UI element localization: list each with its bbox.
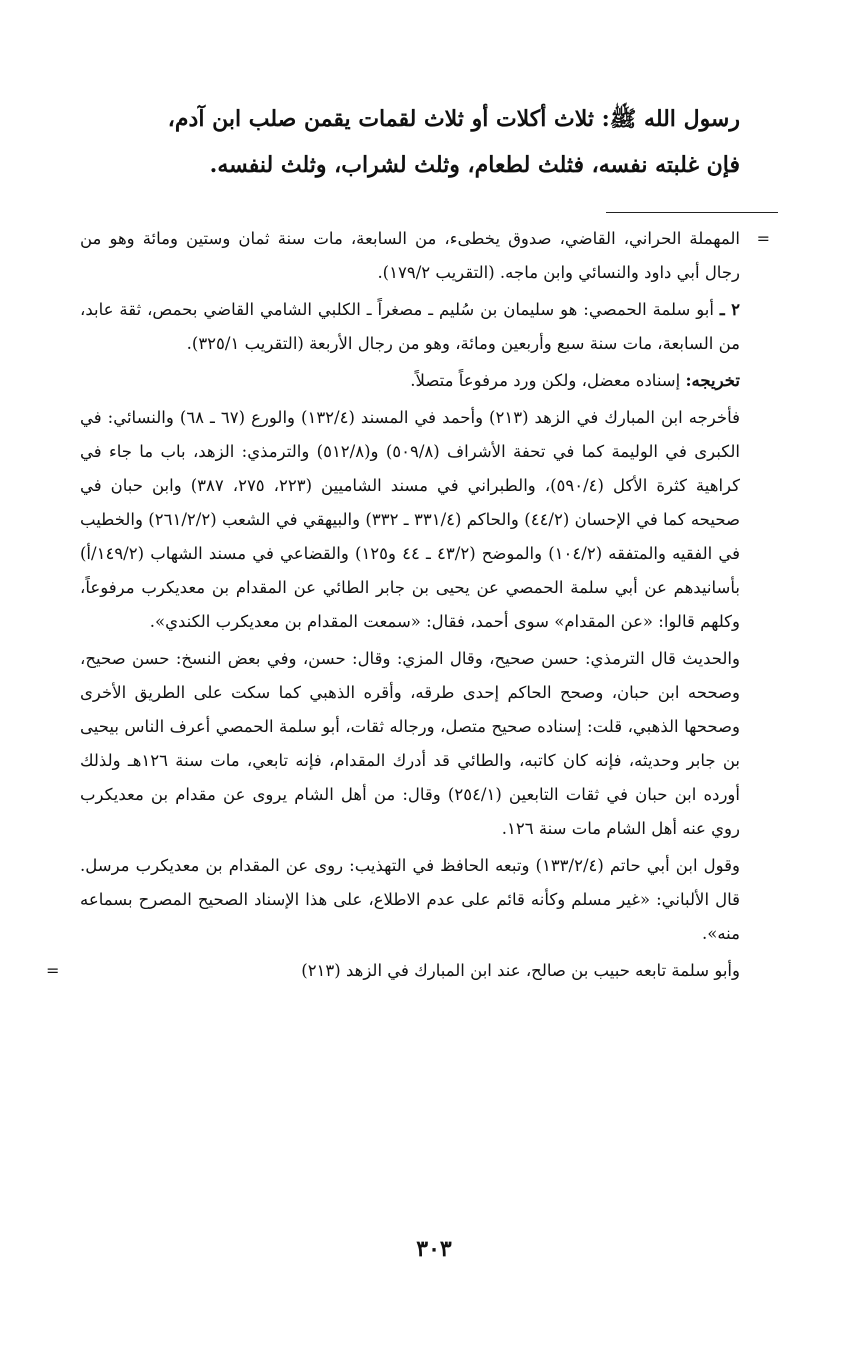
- takhrij-paragraph-4-text: وأبو سلمة تابعه حبيب بن صالح، عند ابن المبارك في الزهد (٢١٣): [301, 961, 740, 980]
- continuation-marker: =: [756, 229, 770, 248]
- continuation-marker-end: =: [46, 961, 60, 980]
- footnote-continuation: [80, 222, 770, 290]
- takhrij-line: [80, 364, 740, 398]
- takhrij-text: إسناده معضل، ولكن ورد مرفوعاً متصلاً.: [410, 371, 686, 390]
- footnote-continuation-text: المهملة الحراني، القاضي، صدوق يخطىء، من السابعة، مات سنة ثمان وستين ومائة وهو من رجال أبي داود والنسائي وابن ماجه. (التقريب ١٧٩/٢).: [80, 229, 740, 282]
- takhrij-paragraph-1: فأخرجه ابن المبارك في الزهد (٢١٣) وأحمد في المسند (١٣٢/٤) والورع (٦٧ ـ ٦٨) والنسائي: في الكبرى في الوليمة كما في تحفة الأشراف (٥٠٩/٨) و(٥١٢/٨) والترمذي: الزهد، باب ما جاء في كراهية كثرة الأكل (٥٩٠/٤)، والطبراني في مسند الشاميين (٢٢٣، ٢٧٥، ٣٨٧) وابن حبان في صحيحه كما في الإحسان (٤٤/٢) والحاكم (٣٣١/٤ ـ ٣٣٢) والبيهقي في الشعب (٢٦١/٢/٢) والخطيب في الفقيه والمتفقه (١٠٤/٢) والموضح (٤٣/٢ ـ ٤٤ و١٢٥) والقضاعي في مسند الشهاب (١٤٩/٢/أ) بأسانيدهم عن أبي سلمة الحمصي عن يحيى بن جابر الطائي عن المقدام بن معديكرب مرفوعاً، وكلهم قالوا: «عن المقدام» سوى أحمد، فقال: «سمعت المقدام بن معديكرب الكندي».: [80, 408, 741, 631]
- main-text: [118, 96, 740, 188]
- footnotes: [46, 222, 770, 991]
- takhrij-paragraph-4: [46, 954, 740, 988]
- takhrij-paragraph-3: وقول ابن أبي حاتم (١٣٣/٢/٤) وتبعه الحافظ في التهذيب: روى عن المقدام بن معديكرب مرسل. قال الألباني: «غير مسلم وكأنه قائم على عدم الاطلاع، على هذا الإسناد الصحيح المصرح بسماعه منه».: [80, 856, 740, 943]
- footnote-number: ٢ ـ: [719, 300, 740, 319]
- footnote-2: [80, 293, 740, 361]
- takhrij-paragraph-2: والحديث قال الترمذي: حسن صحيح، وقال المزي: وقال: حسن، وفي بعض النسخ: حسن صحيح، وصححه ابن حبان، وصحح الحاكم إحدى طرقه، وأقره الذهبي كما سكت على الطريق الأخرى وصححها الذهبي، قلت: إسناده صحيح متصل، ورجاله ثقات، أبو سلمة الحمصي أعرف الناس بيحيى بن جابر وحديثه، فإنه كان كاتبه، والطائي قد أدرك المقدام، فإنه تابعي، مات سنة ١٢٦هـ ولذلك أورده ابن حبان في ثقات التابعين (٢٥٤/١) وقال: من أهل الشام يروى عن مقدام بن معديكرب روي عنه أهل الشام مات سنة ١٢٦.: [80, 649, 740, 838]
- main-text-line-1: رسول الله ﷺ: ثلاث أكلات أو ثلاث لقمات يقمن صلب ابن آدم،: [167, 106, 740, 132]
- footnote-separator: [606, 212, 778, 213]
- main-text-line-2: فإن غلبته نفسه، فثلث لطعام، وثلث لشراب، وثلث لنفسه.: [209, 152, 740, 178]
- footnote-2-text: أبو سلمة الحمصي: هو سليمان بن سُليم ـ مصغراً ـ الكلبي الشامي القاضي بحمص، ثقة عابد، من السابعة، مات سنة سبع وأربعين ومائة، وهو من رجال الأربعة (التقريب ٣٢٥/١).: [80, 300, 740, 353]
- page-number: ٣٠٣: [416, 1236, 452, 1262]
- takhrij-label: تخريجه:: [685, 371, 740, 390]
